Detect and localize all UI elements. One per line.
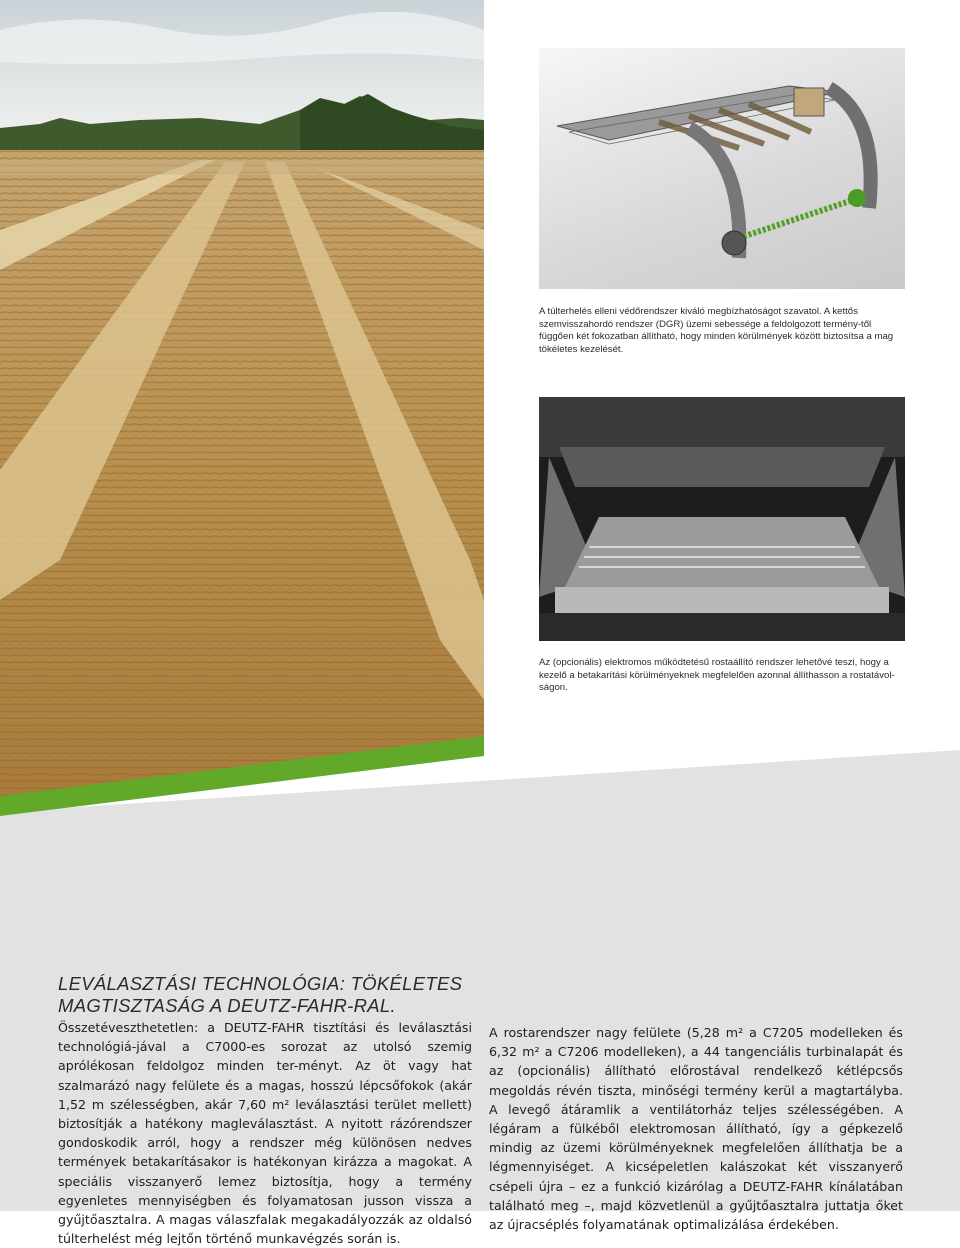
body-right-text: A rostarendszer nagy felülete (5,28 m² a C7205 modelleken és 6,32 m² a C7206 modelleken), a 44 tangenciális turbinalapát és az (opcionális) állítható előrostával rendelkező kétlépcsős megoldás révén tiszta, minőségi termény kerül a magtartályba. A levegő átáramlik a ventilátorház teljes szélességében. A légáram a fülkéből elektromosan állítható, így a gépkezelő mindig az üzemi körülményeknek megfelelően állíthatja be a légmennyiséget. A kicsépeletlen kalászokat két visszanyerő csépeli újra – ez a funkció kizárólag a DEUTZ-FAHR kínálatában található meg –, majd közvetlenül a gyűjtőasztalra juttatja őket az újracséplés folyamatának optimalizálása érdekében. bbox=[489, 1025, 903, 1233]
body-column-left bbox=[58, 1018, 472, 1248]
body-left-text: Összetéveszthetetlen: a DEUTZ-FAHR tisztítási és leválasztási technológiá-jával a C7000-es sorozat az utolsó szemig aprólékosan feldolgoz minden ter-ményt. Az öt vagy hat szalmarázó nagy felülete és a magas, hosszú lépcsőfokok (akár 1,52 m szélességben, akár 7,60 m² leválasztási terület mellett) biztosítják a hatékony magleválasztást. A nyitott rázórendszer gondoskodik arról, hogy a rendszer még különösen nedves termények betakarításakor is hatékonyan kirázza a magokat. A speciális visszanyerő lemez biztosítja, hogy a termény egyenletes mennyiségben és folyamatosan jusson vissza a gyűjtőasztalra. A magas válaszfalak megakadályozzák az oldalsó túlterhelést még lejtőn történő munkavégzés során is. bbox=[58, 1020, 472, 1247]
caption-sieve-adjust-text: Az (opcionális) elektromos működtetésű rostaállító rendszer lehetővé teszi, hogy a kezelő a betakarítási körülményeknek megfelelően azonnal állíthasson a rostatávol-ságon. bbox=[539, 657, 895, 693]
caption-grain-return-text: A túlterhelés elleni védőrendszer kiváló megbízhatóságot szavatol. A kettős szemvisszahordó rendszer (DGR) üzemi sebessége a feldolgozott termény-től függően két fokozatban állítható, hogy minden körülmények között biztosítsa a mag tökéletes kezelését. bbox=[539, 306, 894, 355]
grain-return-system-render bbox=[539, 48, 905, 289]
body-column-right bbox=[489, 1023, 903, 1234]
caption-sieve-adjust bbox=[539, 657, 905, 695]
section-heading-line2: MAGTISZTASÁG A DEUTZ-FAHR-RAL. bbox=[58, 995, 396, 1016]
section-heading bbox=[58, 973, 498, 1017]
sieve-system-interior-photo bbox=[539, 397, 905, 641]
caption-grain-return bbox=[539, 306, 905, 356]
section-heading-line1: LEVÁLASZTÁSI TECHNOLÓGIA: TÖKÉLETES bbox=[58, 973, 463, 994]
harvested-field-photo bbox=[0, 0, 484, 800]
